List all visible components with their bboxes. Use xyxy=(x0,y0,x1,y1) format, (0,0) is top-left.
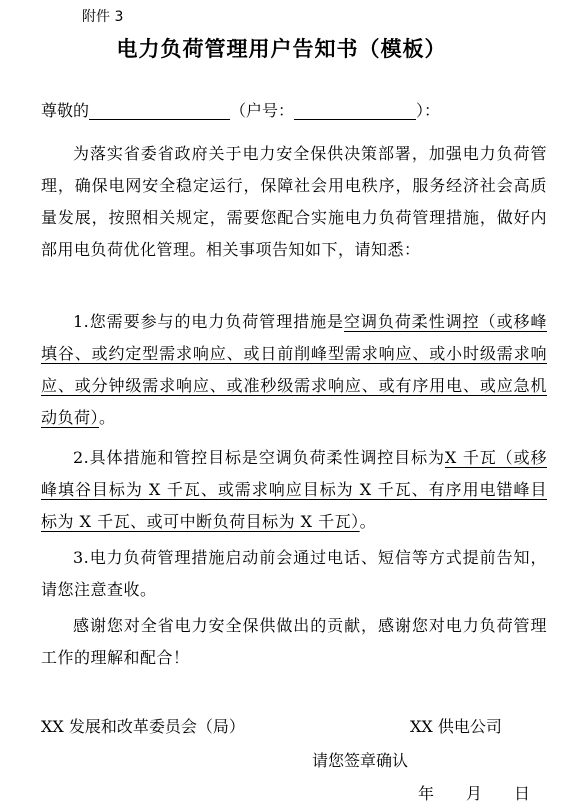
item-2-targets: X 千瓦（或移峰填谷目标为 X 千瓦、或需求响应目标为 X 千瓦、有序用电错峰目标为 X 千瓦、或可中断负荷目标为 X 千瓦） xyxy=(41,448,547,531)
item-2-tail: 。 xyxy=(359,512,377,531)
thanks-paragraph: 感谢您对全省电力安全保供做出的贡献，感谢您对电力负荷管理工作的理解和配合！ xyxy=(41,616,547,667)
intro-paragraph: 为落实省委省政府关于电力安全保供决策部署，加强电力负荷管理，确保电网安全稳定运行，保障社会用电秩序，服务经济社会高质量发展，按照相关规定，需要您配合实施电力负荷管理措施，做好内部用电负荷优化管理。相关事项告知如下，请知悉： xyxy=(41,144,547,259)
item-1-tail: 。 xyxy=(99,408,116,427)
document-title: 电力负荷管理用户告知书（模板） xyxy=(116,37,447,61)
item-1-lead: 1.您需要参与的电力负荷管理措施是 xyxy=(73,312,344,331)
item-3-paragraph: 3.电力负荷管理措施启动前会通过电话、短信等方式提前告知，请您注意查收。 xyxy=(41,548,547,599)
recipient-name-field[interactable] xyxy=(89,101,230,120)
account-number-label: （户号： xyxy=(230,101,295,120)
item-1-measures: 空调负荷柔性调控（或移峰填谷、或约定型需求响应、或日前削峰型需求响应、或小时级需求响应、或分钟级需求响应、或准秒级需求响应、或有序用电、或应急机动负荷） xyxy=(41,312,547,427)
item-2-lead: 2.具体措施和管控目标是空调负荷柔性调控目标为 xyxy=(73,448,445,467)
commission-signature: XX 发展和改革委员会（局） xyxy=(41,717,245,736)
company-signature: XX 供电公司 xyxy=(410,717,502,736)
salutation-suffix: ）： xyxy=(416,101,441,120)
signature-confirm-prompt: 请您签章确认 xyxy=(312,751,409,770)
date-line[interactable]: 年 月 日 xyxy=(418,784,531,803)
item-1-paragraph xyxy=(41,306,547,434)
attachment-label: 附件 3 xyxy=(82,9,124,25)
salutation-prefix: 尊敬的 xyxy=(41,101,90,120)
account-number-field[interactable] xyxy=(294,101,416,120)
salutation-line xyxy=(41,97,440,124)
item-2-paragraph xyxy=(41,442,547,538)
